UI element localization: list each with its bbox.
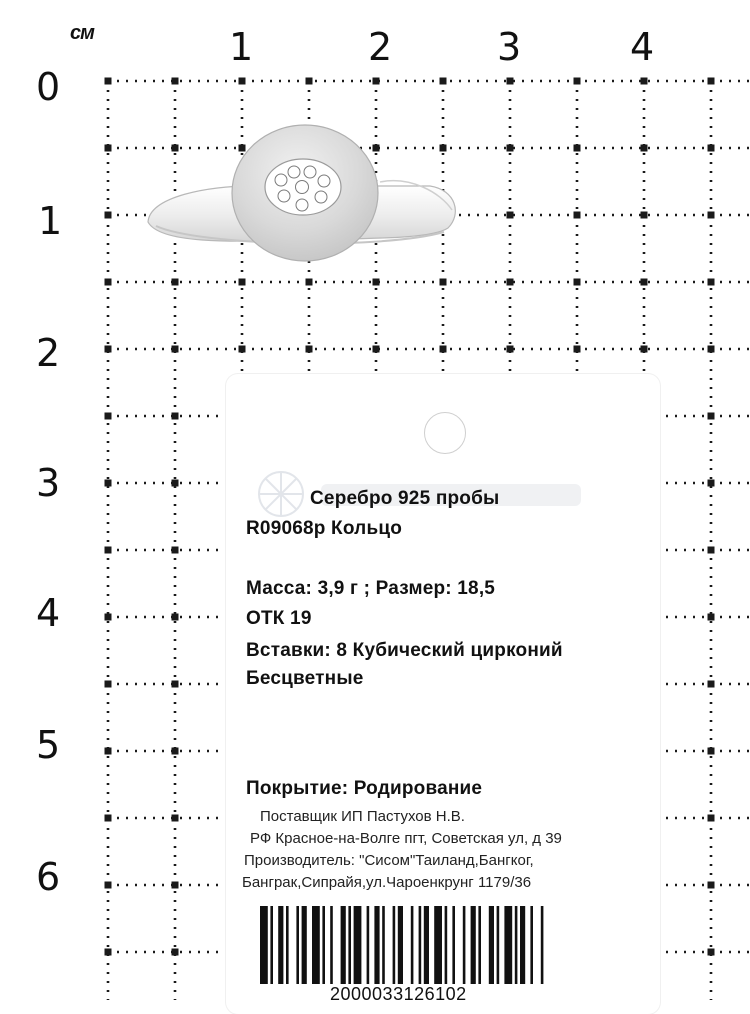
supplier-text: Поставщик ИП Пастухов Н.В. [260,808,465,825]
barcode-number: 2000033126102 [330,984,467,1004]
ruler-y-label-2: 2 [36,331,61,375]
ruler-y-label-4: 4 [36,591,61,635]
ruler-y-label-5: 5 [36,723,61,767]
article-text: R09068р Кольцо [246,518,403,539]
coating-text: Покрытие: Родирование [246,778,483,799]
manufacturer-text: Производитель: "Сисом"Таиланд,Бангког, [244,852,534,869]
product-tag [226,374,660,1014]
address-text: РФ Красное-на-Волге пгт, Советская ул, д 39 [250,830,562,847]
ruler-x-label-2: 2 [368,25,393,69]
ruler-y-label-3: 3 [36,461,61,505]
inserts-text: Вставки: 8 Кубический цирконий [246,640,563,661]
ruler-y-label-6: 6 [36,855,61,899]
ruler-x-label-3: 3 [497,25,522,69]
ruler-unit-label: см [70,22,94,44]
color-text: Бесцветные [246,668,364,689]
material-text: Серебро 925 пробы [310,488,500,509]
ruler-x-label-4: 4 [630,25,655,69]
barcode [260,906,580,986]
manufacturer-address-text: Банграк,Сипрайя,ул.Чароенкрунг 1179/36 [242,874,532,891]
mass-size-text: Масса: 3,9 г ; Размер: 18,5 [246,578,496,599]
ruler-x-label-1: 1 [229,25,254,69]
ruler-y-label-1: 1 [38,199,63,243]
tag-hole [424,412,466,454]
otk-text: ОТК 19 [246,608,312,629]
ruler-y-label-0: 0 [36,65,61,109]
